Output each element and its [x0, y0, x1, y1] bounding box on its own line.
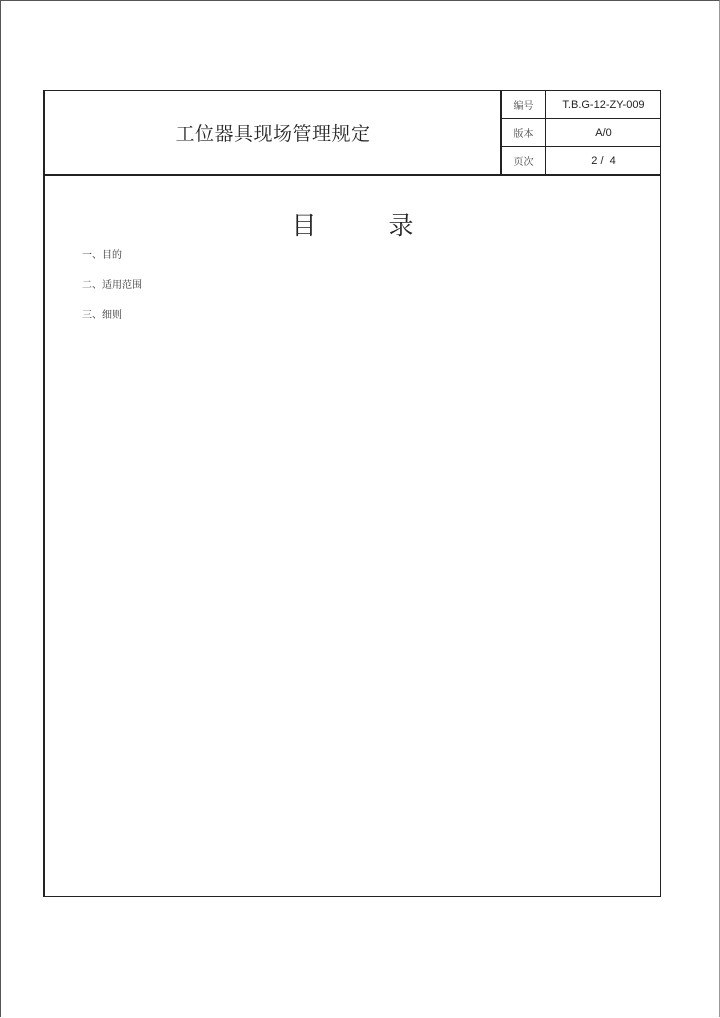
meta-row-page — [502, 147, 661, 174]
meta-label-number: 编号 — [502, 91, 546, 118]
meta-label-page: 页次 — [502, 147, 546, 174]
meta-value-number: T.B.G-12-ZY-009 — [562, 98, 645, 111]
document-frame — [43, 90, 661, 897]
meta-row-version — [502, 119, 661, 147]
toc-heading: 目录 — [291, 211, 486, 240]
meta-label-version: 版本 — [502, 119, 546, 146]
toc-item-rules: 三、细则 — [82, 310, 122, 321]
document-title: 工位器具现场管理规定 — [175, 123, 371, 145]
document-meta-table — [500, 91, 661, 174]
document-header — [45, 91, 660, 176]
meta-value-page: 2 / 4 — [591, 154, 616, 167]
toc-item-purpose: 一、目的 — [82, 250, 122, 261]
meta-row-number — [502, 91, 661, 119]
meta-value-version: A/0 — [595, 126, 612, 139]
toc-item-scope: 二、适用范围 — [82, 280, 142, 291]
toc-list — [82, 249, 142, 339]
